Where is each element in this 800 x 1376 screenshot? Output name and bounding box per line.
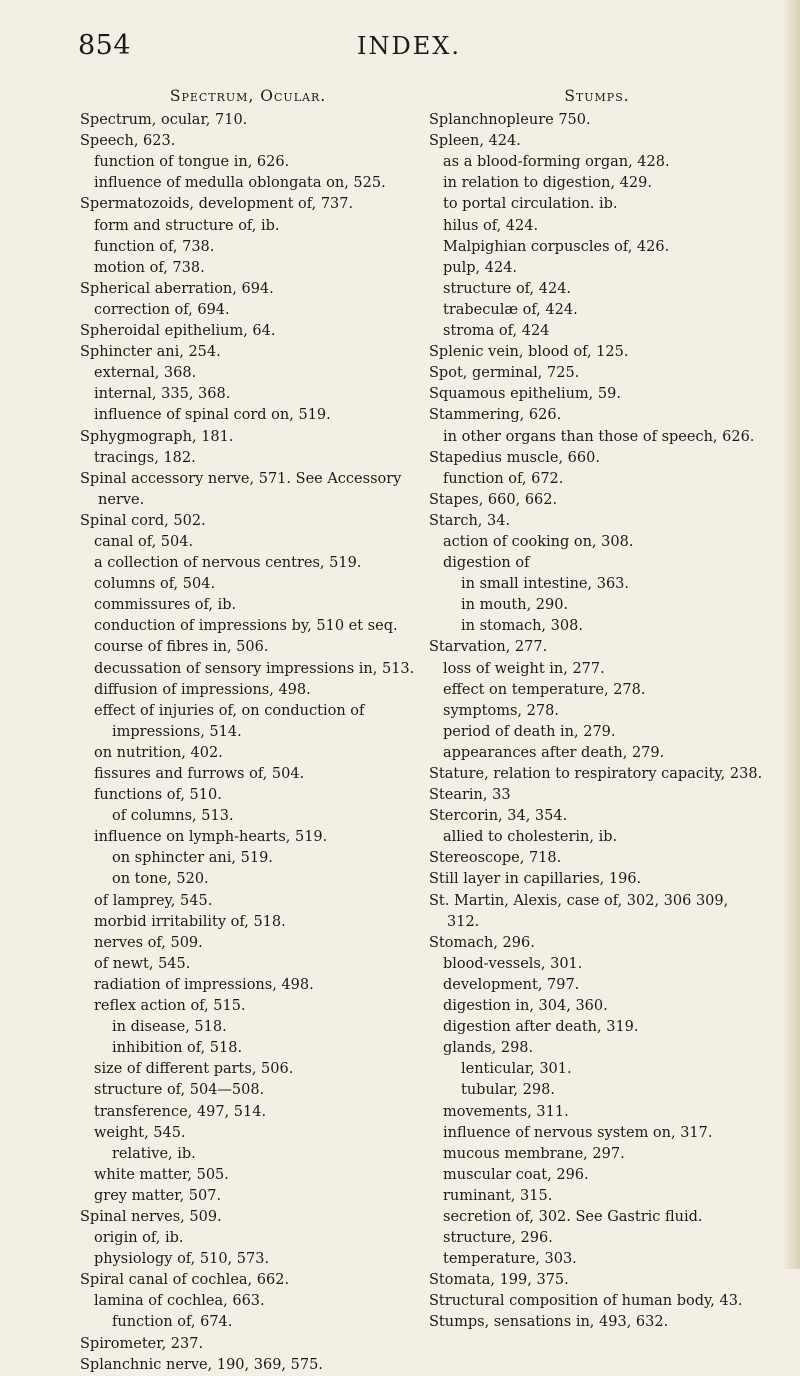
index-entry: columns of, 504. (94, 576, 216, 593)
index-entry: appearances after death, 279. (443, 744, 665, 761)
index-entry: grey matter, 507. (94, 1187, 222, 1204)
index-entry: Spermatozoids, development of, 737. (80, 196, 354, 213)
index-entry: transference, 497, 514. (94, 1103, 267, 1120)
index-entry: Still layer in capillaries, 196. (429, 871, 642, 888)
index-entry: radiation of impressions, 498. (94, 976, 314, 993)
index-entry: tubular, 298. (461, 1082, 555, 1099)
index-entry: hilus of, 424. (443, 217, 539, 234)
index-entry: Spinal accessory nerve, 571. See Accessory nerve. (80, 470, 402, 508)
index-entry: glands, 298. (443, 1040, 534, 1057)
page-edge (782, 0, 800, 1269)
index-entry: Spirometer, 237. (80, 1335, 204, 1352)
index-entry: correction of, 694. (94, 301, 230, 318)
index-entry: relative, ib. (112, 1145, 196, 1162)
index-entry: physiology of, 510, 573. (94, 1251, 270, 1268)
index-entry: motion of, 738. (94, 259, 205, 276)
index-entry: influence of medulla oblongata on, 525. (94, 175, 386, 192)
index-entry: function of, 672. (443, 470, 564, 487)
index-entry: temperature, 303. (443, 1251, 577, 1268)
index-entry: external, 368. (94, 365, 197, 382)
index-entry: of lamprey, 545. (94, 892, 213, 909)
index-entry: on tone, 520. (112, 871, 209, 888)
index-entry: symptoms, 278. (443, 702, 559, 719)
index-entry: nerves of, 509. (94, 934, 203, 951)
index-entry: functions of, 510. (94, 787, 222, 804)
index-entry: effect on temperature, 278. (443, 681, 646, 698)
index-entry: Starvation, 277. (429, 639, 548, 656)
index-entry: white matter, 505. (94, 1166, 229, 1183)
index-entry: course of fibres in, 506. (94, 639, 269, 656)
index-entry: structure of, 504—508. (94, 1082, 265, 1099)
index-entry: Stumps, sensations in, 493, 632. (429, 1314, 669, 1331)
index-entry: Starch, 34. (429, 512, 511, 529)
index-entry: origin of, ib. (94, 1230, 184, 1247)
index-entry: influence of nervous system on, 317. (443, 1124, 713, 1141)
index-entry: conduction of impressions by, 510 et seq. (94, 618, 398, 635)
index-entry: internal, 335, 368. (94, 386, 231, 403)
index-entry: inhibition of, 518. (112, 1040, 243, 1057)
index-entry: Structural composition of human body, 43. (429, 1293, 743, 1310)
index-entry: size of different parts, 506. (94, 1061, 294, 1078)
index-entry: period of death in, 279. (443, 723, 616, 740)
index-entry: Spheroidal epithelium, 64. (80, 323, 276, 340)
page-number: 854 (78, 30, 132, 61)
index-entry: ruminant, 315. (443, 1187, 553, 1204)
index-entry: canal of, 504. (94, 533, 194, 550)
index-entry: Stomata, 199, 375. (429, 1272, 569, 1289)
index-entry: Stercorin, 34, 354. (429, 808, 568, 825)
index-entry: in mouth, 290. (461, 597, 569, 614)
index-entry: Spinal nerves, 509. (80, 1208, 222, 1225)
index-entry: Stammering, 626. (429, 407, 562, 424)
index-entry: influence of spinal cord on, 519. (94, 407, 331, 424)
running-head: INDEX. (357, 32, 461, 60)
index-entry: function of, 674. (112, 1314, 233, 1331)
index-entry: mucous membrane, 297. (443, 1145, 625, 1162)
index-entry: Stature, relation to respiratory capacity, 238. (429, 766, 763, 782)
left-column (80, 86, 416, 1376)
index-entry: pulp, 424. (443, 259, 518, 276)
index-entry: Sphincter ani, 254. (80, 344, 221, 361)
index-entry: Splanchnopleure 750. (429, 112, 591, 129)
index-entry: function of, 738. (94, 238, 215, 255)
index-entry: influence on lymph-hearts, 519. (94, 829, 328, 846)
index-entry: diffusion of impressions, 498. (94, 681, 311, 698)
left-entries (80, 110, 416, 1376)
index-entry: Spiral canal of cochlea, 662. (80, 1272, 290, 1289)
index-entry: function of tongue in, 626. (94, 154, 290, 171)
index-entry: secretion of, 302. See Gastric fluid. (443, 1208, 703, 1225)
index-entry: in disease, 518. (112, 1019, 227, 1036)
index-entry: development, 797. (443, 976, 580, 993)
index-entry: reflex action of, 515. (94, 998, 246, 1015)
index-entry: in small intestine, 363. (461, 576, 630, 593)
index-entry: effect of injuries of, on conduction of impressions, 514. (94, 702, 365, 740)
index-entry: blood-vessels, 301. (443, 955, 583, 972)
index-entry: decussation of sensory impressions in, 513. (94, 660, 415, 677)
index-entry: Squamous epithelium, 59. (429, 386, 621, 403)
index-entry: Stomach, 296. (429, 934, 535, 951)
index-entry: Spot, germinal, 725. (429, 365, 580, 382)
index-entry: digestion in, 304, 360. (443, 998, 608, 1015)
index-entry: to portal circulation. ib. (443, 196, 618, 213)
index-entry: tracings, 182. (94, 449, 196, 466)
index-entry: trabeculæ of, 424. (443, 301, 578, 318)
index-entry: structure of, 424. (443, 280, 572, 297)
index-entry: lamina of cochlea, 663. (94, 1293, 265, 1310)
index-entry: commissures of, ib. (94, 597, 237, 614)
index-entry: in stomach, 308. (461, 618, 583, 635)
index-entry: muscular coat, 296. (443, 1166, 589, 1183)
index-entry: Stapedius muscle, 660. (429, 449, 600, 466)
index-entry: St. Martin, Alexis, case of, 302, 306 309, 312. (429, 892, 729, 930)
index-entry: loss of weight in, 277. (443, 660, 605, 677)
index-entry: as a blood-forming organ, 428. (443, 154, 670, 171)
index-entry: fissures and furrows of, 504. (94, 766, 305, 782)
index-entry: structure, 296. (443, 1230, 553, 1247)
index-entry: on nutrition, 402. (94, 744, 223, 761)
index-entry: in relation to digestion, 429. (443, 175, 652, 192)
index-entry: Sphygmograph, 181. (80, 428, 234, 445)
index-entry: on sphincter ani, 519. (112, 850, 273, 867)
index-entry: Spectrum, ocular, 710. (80, 112, 248, 129)
index-entry: Splanchnic nerve, 190, 369, 575. (80, 1356, 323, 1373)
page-header (78, 30, 740, 70)
index-entry: Spleen, 424. (429, 133, 521, 150)
left-column-heading: Spectrum, Ocular. (169, 87, 327, 105)
index-entry: a collection of nervous centres, 519. (94, 555, 362, 572)
index-entry: Speech, 623. (80, 133, 176, 150)
index-entry: action of cooking on, 308. (443, 533, 634, 550)
index-entry: movements, 311. (443, 1103, 569, 1120)
index-entry: Spinal cord, 502. (80, 512, 206, 529)
right-entries (429, 110, 765, 1333)
index-entry: Malpighian corpuscles of, 426. (443, 238, 670, 255)
index-entry: of columns, 513. (112, 808, 234, 825)
index-entry: in other organs than those of speech, 626. (443, 428, 755, 445)
index-entry: Stapes, 660, 662. (429, 491, 558, 508)
right-column (429, 86, 765, 1334)
index-entry: lenticular, 301. (461, 1061, 572, 1078)
index-entry: of newt, 545. (94, 955, 191, 972)
index-entry: morbid irritability of, 518. (94, 913, 286, 930)
index-entry: Stearin, 33 (429, 787, 511, 804)
index-entry: Splenic vein, blood of, 125. (429, 344, 629, 361)
index-entry: Stereoscope, 718. (429, 850, 562, 867)
index-entry: digestion after death, 319. (443, 1019, 639, 1036)
right-column-heading: Stumps. (564, 87, 630, 105)
index-entry: Spherical aberration, 694. (80, 280, 274, 297)
index-entry: form and structure of, ib. (94, 217, 280, 234)
index-entry: stroma of, 424 (443, 323, 550, 340)
index-entry: digestion of (443, 555, 530, 572)
index-entry: allied to cholesterin, ib. (443, 829, 618, 846)
index-entry: weight, 545. (94, 1124, 186, 1141)
